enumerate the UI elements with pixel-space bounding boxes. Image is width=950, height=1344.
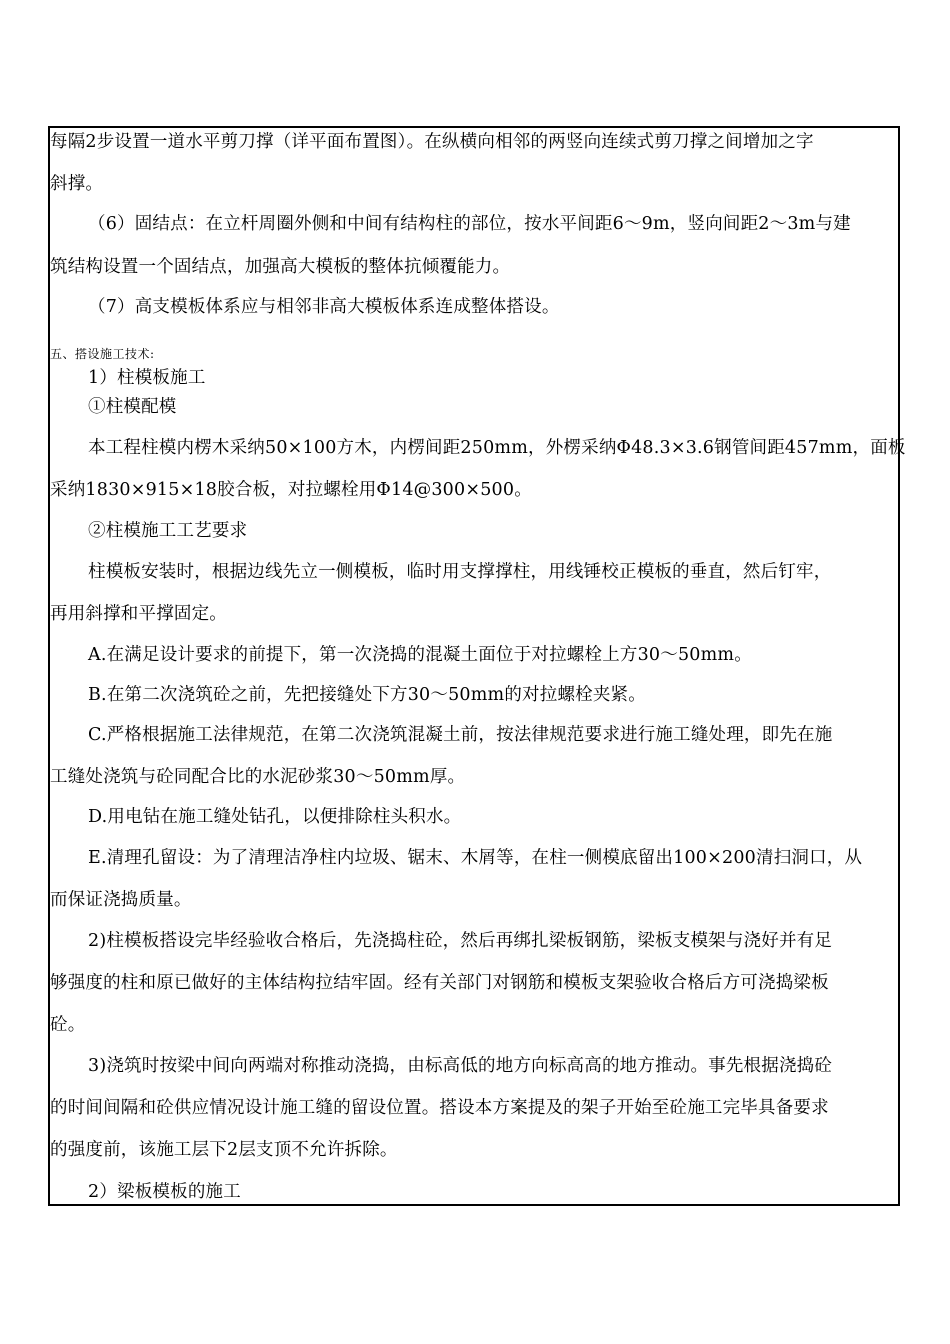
text-line: A.在满足设计要求的前提下，第一次浇捣的混凝土面位于对拉螺栓上方30～50mm。 [88,645,752,665]
text-line: 而保证浇捣质量。 [50,890,192,910]
text-line: 采纳1830×915×18胶合板，对拉螺栓用Φ14@300×500。 [50,480,532,500]
text-line: 柱模板安装时，根据边线先立一侧模板，临时用支撑撑柱，用线锤校正模板的垂直，然后钉牢， [88,562,832,582]
text-line: 砼。 [50,1015,86,1035]
section-heading: 五、搭设施工技术: [50,347,155,361]
text-line: E.清理孔留设：为了清理洁净柱内垃圾、锯末、木屑等，在柱一侧模底留出100×200清扫洞口，从 [88,848,863,868]
text-line: （6）固结点：在立杆周圈外侧和中间有结构柱的部位，按水平间距6～9m，竖向间距2～3m与建 [88,214,851,234]
text-line: 的强度前，该施工层下2层支顶不允许拆除。 [50,1140,398,1160]
text-line: 的时间间隔和砼供应情况设计施工缝的留设位置。搭设本方案提及的架子开始至砼施工完毕具备要求 [50,1098,829,1118]
text-line: 再用斜撑和平撑固定。 [50,604,227,624]
text-line: C.严格根据施工法律规范，在第二次浇筑混凝土前，按法律规范要求进行施工缝处理，即先在施 [88,725,833,745]
text-line: B.在第二次浇筑砼之前，先把接缝处下方30～50mm的对拉螺栓夹紧。 [88,685,646,705]
text-line: 每隔2步设置一道水平剪刀撑（详平面布置图）。在纵横向相邻的两竖向连续式剪刀撑之间增加之字 [50,132,814,152]
subsection-heading: ①柱模配模 [88,397,177,417]
text-line: 本工程柱模内楞木采纳50×100方木，内楞间距250mm，外楞采纳Φ48.3×3.6钢管间距457mm，面板 [88,438,906,458]
text-line: 够强度的柱和原已做好的主体结构拉结牢固。经有关部门对钢筋和模板支架验收合格后方可浇捣梁板 [50,973,829,993]
text-line: 斜撑。 [50,174,104,194]
text-line: 3)浇筑时按梁中间向两端对称推动浇捣，由标高低的地方向标高高的地方推动。事先根据浇捣砼 [88,1056,833,1076]
text-line: 工缝处浇筑与砼同配合比的水泥砂浆30～50mm厚。 [50,767,466,787]
text-line: 2)柱模板搭设完毕经验收合格后，先浇捣柱砼，然后再绑扎梁板钢筋，梁板支模架与浇好并有足 [88,931,833,951]
subsection-heading: ②柱模施工工艺要求 [88,521,248,541]
text-line: D.用电钻在施工缝处钻孔，以便排除柱头积水。 [88,807,462,827]
text-line: 筑结构设置一个固结点，加强高大模板的整体抗倾覆能力。 [50,257,511,277]
document-frame [48,126,900,1206]
subsection-heading: 1）柱模板施工 [88,368,206,388]
text-line: （7）高支模板体系应与相邻非高大模板体系连成整体搭设。 [88,297,560,317]
subsection-heading: 2）梁板模板的施工 [88,1182,241,1202]
